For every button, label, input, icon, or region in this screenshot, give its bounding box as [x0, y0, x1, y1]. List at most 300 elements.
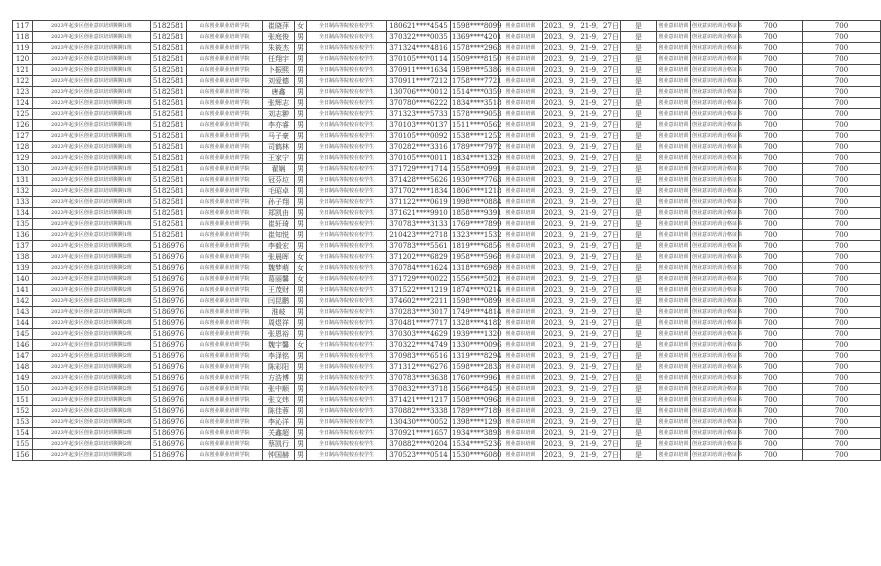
table-row: [13, 120, 881, 131]
cell-training-institution: 山东创业职业培训学院: [187, 274, 263, 285]
cell-trainee-name: 冠芬垃: [263, 175, 295, 186]
cell-training-period: 2023．9．21-9．27日: [544, 440, 619, 448]
cell-subsidy-paid: 700: [803, 274, 881, 285]
cell-training-period: 2023．9．21-9．27日: [544, 88, 619, 96]
cell-trainee-name: 毛昭卓: [263, 186, 295, 197]
cell-training-type: 创业意识培训: [499, 362, 543, 373]
table-row: [13, 131, 881, 142]
cell-gender: 男: [295, 362, 307, 373]
cell-phone-number: 1806****1218: [452, 187, 502, 195]
cell-trainee-name: 朱筱杰: [263, 43, 295, 54]
cell-class-code: 5182581: [151, 164, 187, 175]
cell-trainee-category: 全日制高等院校在校学生: [307, 373, 387, 384]
cell-gender: 女: [295, 252, 307, 263]
cell-class-code: 5186976: [151, 285, 187, 296]
cell-training-institution: 山东创业职业培训学院: [187, 87, 263, 98]
cell-row-number: 129: [13, 153, 33, 164]
cell-trainee-name: 关鑫超: [263, 428, 295, 439]
cell-phone-number: 1598****5386: [452, 66, 502, 74]
cell-training-period: 2023．9．21-9．27日: [544, 44, 619, 52]
cell-id-number: 371522****1219: [387, 285, 451, 296]
cell-class-name: 2023年起步区创业意识培训期期2班: [33, 329, 151, 340]
cell-course-name: 创业意识培训: [657, 21, 691, 32]
cell-passed: 是: [621, 65, 657, 76]
table-row: [13, 142, 881, 153]
cell-training-period: 2023．9．21-9．27日: [544, 418, 619, 426]
roster-sheet: [12, 20, 849, 461]
cell-training-type: 创业意识培训: [499, 318, 543, 329]
cell-certificate-name: 创业意识培训合格证书: [691, 43, 739, 54]
cell-trainee-category: 全日制高等院校在校学生: [307, 43, 387, 54]
cell-subsidy-amount: 700: [739, 131, 803, 142]
cell-row-number: 134: [13, 208, 33, 219]
cell-training-period: 2023．9．21-9．27日: [544, 330, 619, 338]
cell-course-name: 创业意识培训: [657, 307, 691, 318]
cell-trainee-category: 全日制高等院校在校学生: [307, 318, 387, 329]
table-row: [13, 439, 881, 450]
cell-training-type: 创业意识培训: [499, 285, 543, 296]
cell-passed: 是: [621, 439, 657, 450]
cell-training-period: 2023．9．21-9．27日: [544, 407, 619, 415]
cell-trainee-name: 淮岐: [263, 307, 295, 318]
cell-training-period: 2023．9．21-9．27日: [544, 165, 619, 173]
cell-phone-number: 1598****8099: [452, 22, 502, 30]
cell-course-name: 创业意识培训: [657, 164, 691, 175]
cell-passed: 是: [621, 230, 657, 241]
cell-trainee-category: 全日制高等院校在校学生: [307, 406, 387, 417]
cell-class-name: 2023年起步区创业意识培训期期1班: [33, 76, 151, 87]
cell-certificate-name: 创业意识培训合格证书: [691, 208, 739, 219]
cell-training-institution: 山东创业职业培训学院: [187, 98, 263, 109]
cell-subsidy-amount: 700: [739, 351, 803, 362]
cell-id-number: 371421****1217: [387, 395, 451, 406]
cell-course-name: 创业意识培训: [657, 153, 691, 164]
cell-passed: 是: [621, 263, 657, 274]
cell-passed: 是: [621, 98, 657, 109]
cell-certificate-name: 创业意识培训合格证书: [691, 395, 739, 406]
cell-subsidy-amount: 700: [739, 120, 803, 131]
cell-gender: 男: [295, 65, 307, 76]
cell-course-name: 创业意识培训: [657, 406, 691, 417]
cell-gender: 男: [295, 43, 307, 54]
cell-class-name: 2023年起步区创业意识培训期期1班: [33, 175, 151, 186]
cell-passed: 是: [621, 153, 657, 164]
cell-subsidy-amount: 700: [739, 230, 803, 241]
cell-trainee-category: 全日制高等院校在校学生: [307, 164, 387, 175]
cell-row-number: 146: [13, 340, 33, 351]
cell-class-name: 2023年起步区创业意识培训期期2班: [33, 318, 151, 329]
cell-subsidy-paid: 700: [803, 230, 881, 241]
cell-trainee-name: 王茂财: [263, 285, 295, 296]
cell-gender: 男: [295, 230, 307, 241]
cell-class-name: 2023年起步区创业意识培训期期2班: [33, 450, 151, 461]
cell-training-type: 创业意识培训: [499, 197, 543, 208]
cell-phone-number: 1530****6080: [452, 451, 502, 459]
cell-trainee-category: 全日制高等院校在校学生: [307, 450, 387, 461]
cell-subsidy-amount: 700: [739, 32, 803, 43]
cell-course-name: 创业意识培训: [657, 219, 691, 230]
cell-certificate-name: 创业意识培训合格证书: [691, 87, 739, 98]
cell-trainee-category: 全日制高等院校在校学生: [307, 252, 387, 263]
cell-row-number: 154: [13, 428, 33, 439]
cell-trainee-name: 张辉志: [263, 98, 295, 109]
cell-trainee-name: 张恩裕: [263, 329, 295, 340]
cell-id-number: 370283****3017: [387, 307, 451, 318]
cell-phone-number: 1328****4182: [452, 319, 502, 327]
cell-row-number: 143: [13, 307, 33, 318]
cell-trainee-name: 唐鑫: [263, 87, 295, 98]
cell-gender: 男: [295, 428, 307, 439]
cell-class-name: 2023年起步区创业意识培训期期1班: [33, 208, 151, 219]
cell-class-code: 5182581: [151, 142, 187, 153]
table-row: [13, 109, 881, 120]
cell-subsidy-amount: 700: [739, 142, 803, 153]
cell-certificate-name: 创业意识培训合格证书: [691, 296, 739, 307]
cell-phone-number: 1556****5021: [452, 275, 502, 283]
table-row: [13, 307, 881, 318]
cell-id-number: 371324****4816: [387, 43, 451, 54]
cell-course-name: 创业意识培训: [657, 362, 691, 373]
cell-class-name: 2023年起步区创业意识培训期期1班: [33, 109, 151, 120]
cell-trainee-name: 李毅宏: [263, 241, 295, 252]
cell-certificate-name: 创业意识培训合格证书: [691, 307, 739, 318]
cell-certificate-name: 创业意识培训合格证书: [691, 384, 739, 395]
cell-course-name: 创业意识培训: [657, 351, 691, 362]
cell-class-name: 2023年起步区创业意识培训期期1班: [33, 197, 151, 208]
cell-class-code: 5186976: [151, 373, 187, 384]
cell-training-type: 创业意识培训: [499, 76, 543, 87]
cell-id-number: 370322****4749: [387, 340, 451, 351]
cell-training-institution: 山东创业职业培训学院: [187, 340, 263, 351]
cell-course-name: 创业意识培训: [657, 208, 691, 219]
table-row: [13, 32, 881, 43]
cell-class-code: 5182581: [151, 54, 187, 65]
cell-subsidy-amount: 700: [739, 285, 803, 296]
cell-row-number: 127: [13, 131, 33, 142]
cell-subsidy-amount: 700: [739, 153, 803, 164]
cell-trainee-category: 全日制高等院校在校学生: [307, 208, 387, 219]
cell-trainee-name: 葛丽馨: [263, 274, 295, 285]
cell-trainee-category: 全日制高等院校在校学生: [307, 340, 387, 351]
cell-training-period: 2023．9．21-9．27日: [544, 99, 619, 107]
cell-training-type: 创业意识培训: [499, 307, 543, 318]
cell-certificate-name: 创业意识培训合格证书: [691, 76, 739, 87]
cell-subsidy-amount: 700: [739, 197, 803, 208]
cell-subsidy-paid: 700: [803, 252, 881, 263]
cell-course-name: 创业意识培训: [657, 285, 691, 296]
cell-phone-number: 1769****7899: [452, 220, 502, 228]
cell-id-number: 370783****3133: [387, 219, 451, 230]
cell-training-type: 创业意识培训: [499, 131, 543, 142]
cell-subsidy-paid: 700: [803, 318, 881, 329]
cell-class-name: 2023年起步区创业意识培训期期2班: [33, 428, 151, 439]
cell-class-name: 2023年起步区创业意识培训期期2班: [33, 285, 151, 296]
cell-training-institution: 山东创业职业培训学院: [187, 109, 263, 120]
cell-class-name: 2023年起步区创业意识培训期期1班: [33, 54, 151, 65]
table-row: [13, 373, 881, 384]
cell-training-type: 创业意识培训: [499, 384, 543, 395]
cell-id-number: 130430****0052: [387, 417, 451, 428]
cell-row-number: 142: [13, 296, 33, 307]
cell-training-type: 创业意识培训: [499, 439, 543, 450]
table-row: [13, 43, 881, 54]
cell-id-number: 370105****0011: [387, 153, 451, 164]
cell-course-name: 创业意识培训: [657, 252, 691, 263]
table-row: [13, 263, 881, 274]
cell-training-type: 创业意识培训: [499, 186, 543, 197]
cell-passed: 是: [621, 362, 657, 373]
cell-training-type: 创业意识培训: [499, 406, 543, 417]
cell-training-period: 2023．9．21-9．27日: [544, 319, 619, 327]
cell-training-institution: 山东创业职业培训学院: [187, 65, 263, 76]
cell-training-institution: 山东创业职业培训学院: [187, 120, 263, 131]
trainee-roster-table: [12, 20, 881, 461]
cell-subsidy-paid: 700: [803, 362, 881, 373]
cell-class-code: 5186976: [151, 340, 187, 351]
cell-row-number: 118: [13, 32, 33, 43]
cell-id-number: 370784****1624: [387, 263, 451, 274]
cell-phone-number: 1760****9961: [452, 374, 502, 382]
cell-class-code: 5182581: [151, 76, 187, 87]
cell-training-period: 2023．9．21-9．27日: [544, 308, 619, 316]
cell-certificate-name: 创业意识培训合格证书: [691, 109, 739, 120]
cell-subsidy-paid: 700: [803, 428, 881, 439]
cell-phone-number: 1834****1329: [452, 154, 502, 162]
cell-class-code: 5182581: [151, 87, 187, 98]
cell-subsidy-paid: 700: [803, 54, 881, 65]
cell-subsidy-amount: 700: [739, 417, 803, 428]
cell-passed: 是: [621, 274, 657, 285]
cell-subsidy-amount: 700: [739, 296, 803, 307]
cell-subsidy-amount: 700: [739, 87, 803, 98]
cell-training-period: 2023．9．21-9．27日: [544, 242, 619, 250]
cell-training-type: 创业意识培训: [499, 54, 543, 65]
cell-certificate-name: 创业意识培训合格证书: [691, 406, 739, 417]
cell-gender: 男: [295, 285, 307, 296]
cell-training-institution: 山东创业职业培训学院: [187, 450, 263, 461]
cell-trainee-name: 任翔宇: [263, 54, 295, 65]
cell-class-name: 2023年起步区创业意识培训期期2班: [33, 241, 151, 252]
cell-gender: 男: [295, 131, 307, 142]
cell-subsidy-amount: 700: [739, 450, 803, 461]
cell-certificate-name: 创业意识培训合格证书: [691, 241, 739, 252]
cell-phone-number: 1578****2963: [452, 44, 502, 52]
cell-training-institution: 山东创业职业培训学院: [187, 43, 263, 54]
cell-course-name: 创业意识培训: [657, 417, 691, 428]
cell-class-name: 2023年起步区创业意识培训期期2班: [33, 439, 151, 450]
cell-training-period: 2023．9．21-9．27日: [544, 121, 619, 129]
cell-passed: 是: [621, 241, 657, 252]
cell-course-name: 创业意识培训: [657, 32, 691, 43]
cell-course-name: 创业意识培训: [657, 318, 691, 329]
table-row: [13, 54, 881, 65]
cell-gender: 男: [295, 153, 307, 164]
cell-training-institution: 山东创业职业培训学院: [187, 241, 263, 252]
cell-training-institution: 山东创业职业培训学院: [187, 32, 263, 43]
cell-course-name: 创业意识培训: [657, 65, 691, 76]
cell-trainee-category: 全日制高等院校在校学生: [307, 351, 387, 362]
cell-id-number: 370105****0092: [387, 131, 451, 142]
cell-passed: 是: [621, 32, 657, 43]
cell-training-type: 创业意识培训: [499, 153, 543, 164]
cell-phone-number: 1934****3893: [452, 429, 502, 437]
cell-id-number: 370481****7717: [387, 318, 451, 329]
cell-certificate-name: 创业意识培训合格证书: [691, 32, 739, 43]
cell-training-period: 2023．9．21-9．27日: [544, 33, 619, 41]
cell-phone-number: 1509****8150: [452, 55, 502, 63]
cell-row-number: 135: [13, 219, 33, 230]
cell-class-name: 2023年起步区创业意识培训期期2班: [33, 307, 151, 318]
cell-training-institution: 山东创业职业培训学院: [187, 384, 263, 395]
table-row: [13, 76, 881, 87]
cell-passed: 是: [621, 21, 657, 32]
cell-id-number: 371312****6276: [387, 362, 451, 373]
table-row: [13, 340, 881, 351]
cell-course-name: 创业意识培训: [657, 241, 691, 252]
cell-gender: 男: [295, 54, 307, 65]
cell-subsidy-paid: 700: [803, 142, 881, 153]
cell-gender: 男: [295, 76, 307, 87]
cell-class-name: 2023年起步区创业意识培训期期2班: [33, 263, 151, 274]
cell-training-institution: 山东创业职业培训学院: [187, 296, 263, 307]
cell-trainee-category: 全日制高等院校在校学生: [307, 65, 387, 76]
cell-trainee-category: 全日制高等院校在校学生: [307, 263, 387, 274]
cell-row-number: 150: [13, 384, 33, 395]
cell-phone-number: 1598****0899: [452, 297, 502, 305]
cell-trainee-name: 张庭俊: [263, 32, 295, 43]
cell-passed: 是: [621, 307, 657, 318]
cell-class-code: 5186976: [151, 384, 187, 395]
cell-trainee-name: 崔知悦: [263, 230, 295, 241]
cell-class-code: 5182581: [151, 186, 187, 197]
cell-subsidy-amount: 700: [739, 219, 803, 230]
cell-training-institution: 山东创业职业培训学院: [187, 373, 263, 384]
cell-certificate-name: 创业意识培训合格证书: [691, 285, 739, 296]
cell-passed: 是: [621, 384, 657, 395]
cell-phone-number: 1958****5968: [452, 253, 502, 261]
cell-training-institution: 山东创业职业培训学院: [187, 186, 263, 197]
cell-subsidy-paid: 700: [803, 164, 881, 175]
table-row: [13, 230, 881, 241]
table-row: [13, 208, 881, 219]
cell-subsidy-amount: 700: [739, 318, 803, 329]
cell-passed: 是: [621, 395, 657, 406]
cell-row-number: 132: [13, 186, 33, 197]
cell-certificate-name: 创业意识培训合格证书: [691, 175, 739, 186]
cell-gender: 女: [295, 340, 307, 351]
cell-passed: 是: [621, 340, 657, 351]
cell-trainee-category: 全日制高等院校在校学生: [307, 142, 387, 153]
cell-class-name: 2023年起步区创业意识培训期期2班: [33, 252, 151, 263]
cell-subsidy-paid: 700: [803, 263, 881, 274]
cell-gender: 男: [295, 241, 307, 252]
cell-row-number: 117: [13, 21, 33, 32]
cell-subsidy-paid: 700: [803, 219, 881, 230]
cell-class-code: 5182581: [151, 120, 187, 131]
cell-course-name: 创业意识培训: [657, 131, 691, 142]
cell-course-name: 创业意识培训: [657, 230, 691, 241]
cell-training-institution: 山东创业职业培训学院: [187, 439, 263, 450]
cell-class-code: 5182581: [151, 131, 187, 142]
cell-trainee-name: 刘志翀: [263, 109, 295, 120]
cell-trainee-category: 全日制高等院校在校学生: [307, 98, 387, 109]
cell-training-period: 2023．9．21-9．27日: [544, 374, 619, 382]
cell-training-period: 2023．9．21-9．27日: [544, 55, 619, 63]
cell-certificate-name: 创业意识培训合格证书: [691, 153, 739, 164]
cell-phone-number: 1874****0214: [452, 286, 502, 294]
cell-trainee-name: 张晨晖: [263, 252, 295, 263]
cell-gender: 男: [295, 406, 307, 417]
cell-class-code: 5186976: [151, 439, 187, 450]
cell-course-name: 创业意识培训: [657, 43, 691, 54]
cell-row-number: 149: [13, 373, 33, 384]
cell-class-name: 2023年起步区创业意识培训期期1班: [33, 142, 151, 153]
cell-passed: 是: [621, 175, 657, 186]
cell-subsidy-amount: 700: [739, 208, 803, 219]
cell-training-period: 2023．9．21-9．27日: [544, 231, 619, 239]
cell-certificate-name: 创业意识培训合格证书: [691, 54, 739, 65]
cell-row-number: 155: [13, 439, 33, 450]
cell-trainee-category: 全日制高等院校在校学生: [307, 241, 387, 252]
table-row: [13, 406, 881, 417]
cell-training-type: 创业意识培训: [499, 263, 543, 274]
cell-certificate-name: 创业意识培训合格证书: [691, 164, 739, 175]
cell-id-number: 370105****0114: [387, 54, 451, 65]
cell-row-number: 144: [13, 318, 33, 329]
cell-row-number: 124: [13, 98, 33, 109]
cell-class-code: 5182581: [151, 230, 187, 241]
cell-certificate-name: 创业意识培训合格证书: [691, 21, 739, 32]
cell-gender: 男: [295, 307, 307, 318]
cell-subsidy-paid: 700: [803, 175, 881, 186]
cell-row-number: 139: [13, 263, 33, 274]
cell-passed: 是: [621, 285, 657, 296]
cell-phone-number: 1538****1252: [452, 132, 502, 140]
cell-id-number: 371621****9910: [387, 208, 451, 219]
cell-passed: 是: [621, 54, 657, 65]
cell-row-number: 156: [13, 450, 33, 461]
cell-training-institution: 山东创业职业培训学院: [187, 307, 263, 318]
cell-trainee-category: 全日制高等院校在校学生: [307, 384, 387, 395]
cell-trainee-name: 马子豪: [263, 131, 295, 142]
cell-phone-number: 1398****1293: [452, 418, 502, 426]
cell-phone-number: 1511****0562: [452, 121, 502, 129]
cell-certificate-name: 创业意识培训合格证书: [691, 186, 739, 197]
cell-row-number: 125: [13, 109, 33, 120]
cell-phone-number: 1508****0968: [452, 396, 502, 404]
cell-training-period: 2023．9．21-9．27日: [544, 297, 619, 305]
cell-class-code: 5186976: [151, 241, 187, 252]
cell-subsidy-paid: 700: [803, 43, 881, 54]
cell-subsidy-amount: 700: [739, 98, 803, 109]
cell-gender: 男: [295, 318, 307, 329]
cell-gender: 男: [295, 98, 307, 109]
cell-row-number: 120: [13, 54, 33, 65]
cell-course-name: 创业意识培训: [657, 340, 691, 351]
cell-row-number: 128: [13, 142, 33, 153]
cell-training-type: 创业意识培训: [499, 340, 543, 351]
cell-class-name: 2023年起步区创业意识培训期期1班: [33, 43, 151, 54]
cell-course-name: 创业意识培训: [657, 450, 691, 461]
cell-phone-number: 1858****9391: [452, 209, 502, 217]
table-row: [13, 186, 881, 197]
cell-phone-number: 1789****7972: [452, 143, 502, 151]
cell-subsidy-amount: 700: [739, 384, 803, 395]
cell-id-number: 374602****2211: [387, 296, 451, 307]
cell-trainee-category: 全日制高等院校在校学生: [307, 307, 387, 318]
cell-row-number: 140: [13, 274, 33, 285]
cell-course-name: 创业意识培训: [657, 120, 691, 131]
